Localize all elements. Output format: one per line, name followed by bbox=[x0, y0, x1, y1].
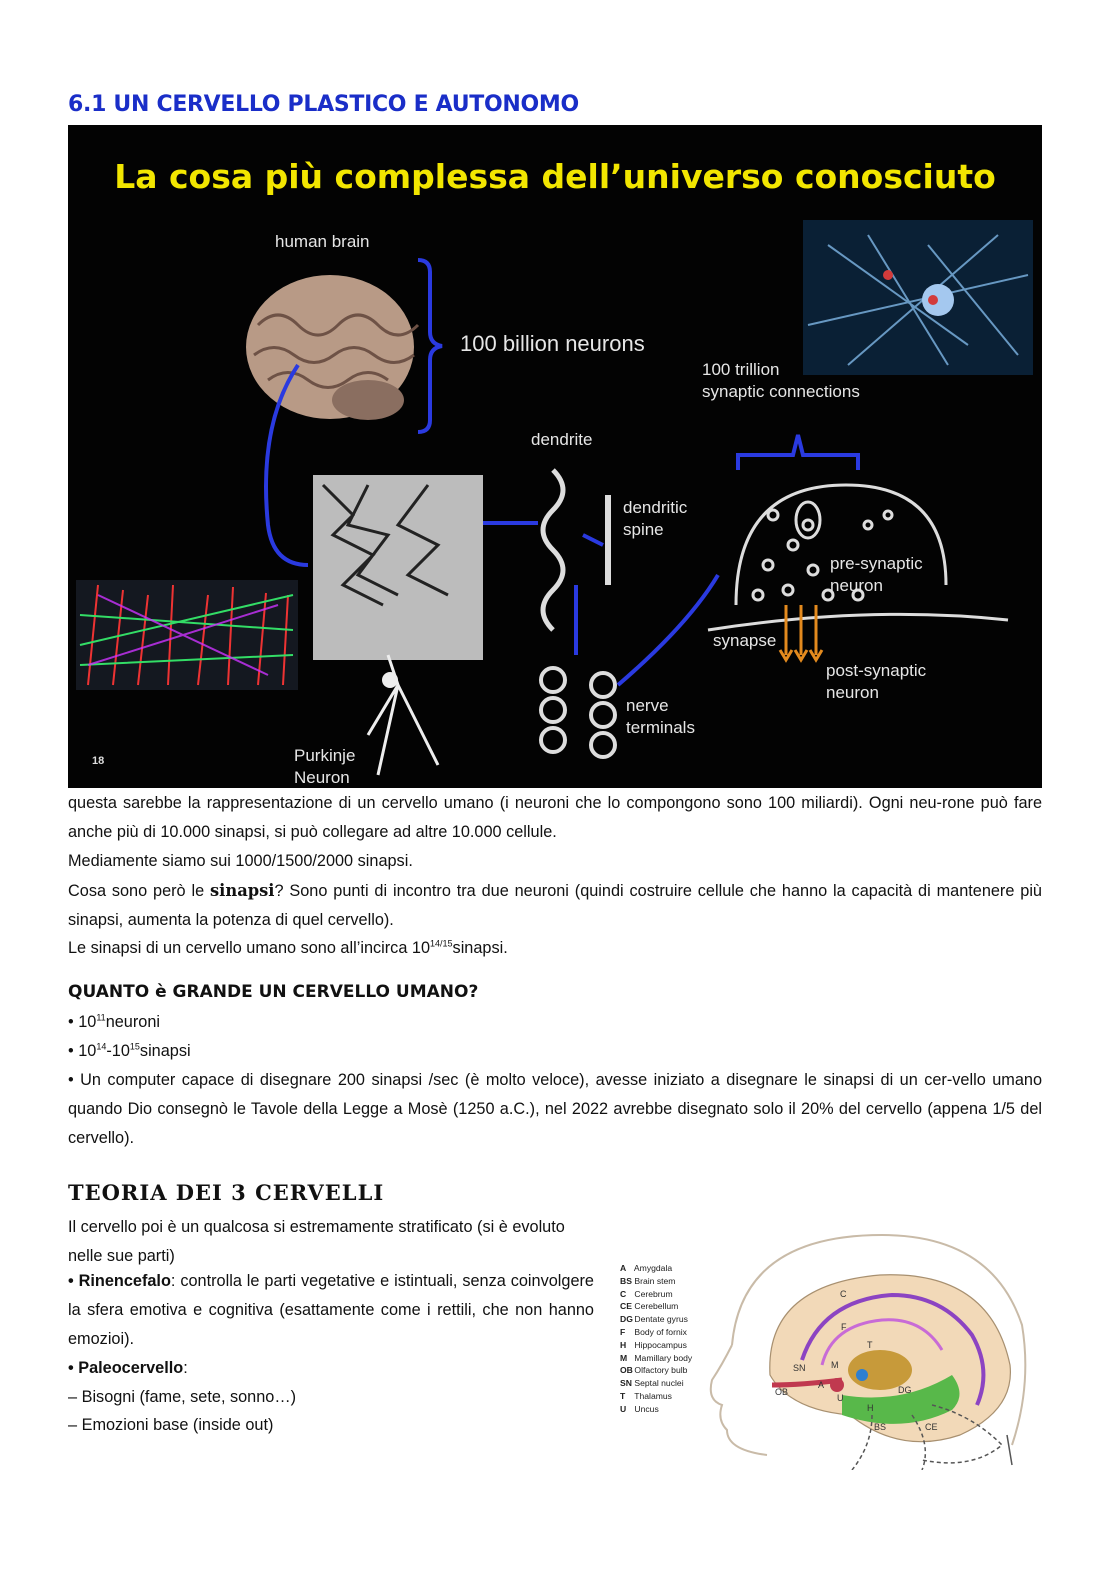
b2-mid: -10 bbox=[106, 1042, 130, 1060]
paleo-need-item: – Bisogni (fame, sete, sonno…) bbox=[68, 1388, 297, 1406]
legend-item bbox=[620, 1377, 692, 1390]
b2-exponent-2: 15 bbox=[129, 1041, 140, 1052]
term-sinapsi: sinapsi bbox=[210, 881, 275, 900]
legend-value: Hippocampus bbox=[634, 1339, 687, 1350]
legend-item bbox=[620, 1262, 692, 1275]
rinencefalo-label: • Rinencefalo bbox=[68, 1272, 171, 1290]
intro-p3-end: ? Sono punti di incontro tra due neuroni (quindi costruire cellule che hanno la capacità di mantenere più sinapsi, aumenta la potenza di quel cervello). bbox=[68, 882, 1042, 929]
diagram-label-t: T bbox=[867, 1340, 873, 1350]
paleo-emotion-item: – Emozioni base (inside out) bbox=[68, 1416, 274, 1434]
diagram-label-f: F bbox=[841, 1322, 847, 1332]
theory-heading: TEORIA DEI 3 CERVELLI bbox=[68, 1180, 385, 1205]
diagram-label-dg: DG bbox=[898, 1385, 912, 1395]
size-bullet-computer: • Un computer capace di disegnare 200 sinapsi /sec (è molto veloce), avesse iniziato a disegnare le sinapsi di un cer-vello umano quando Dio consegnò le Tavole della Legge a Mosè (1250 a.C.), nel 2022 avrebbe disegnato solo il 20% del cervello (appena 1/5 del cervello). bbox=[68, 1071, 1042, 1147]
b2-exponent-1: 14 bbox=[96, 1041, 107, 1052]
label-purkinje: Purkinje Neuron bbox=[294, 746, 356, 787]
legend-key: F bbox=[620, 1326, 626, 1337]
legend-key: OB bbox=[620, 1365, 633, 1376]
legend-item bbox=[620, 1352, 692, 1365]
intro-paragraph-1: questa sarebbe la rappresentazione di un cervello umano (i neuroni che lo compongono sono 100 miliardi). Ogni neu-rone può fare anche più di 10.000 sinapsi, si può collegare ad altre 10.000 cellule. bbox=[68, 794, 1042, 841]
size-bullet-neurons bbox=[68, 1008, 1042, 1037]
b1-exponent: 11 bbox=[96, 1012, 106, 1023]
b1-start: • 10 bbox=[68, 1013, 97, 1031]
legend-key: BS bbox=[620, 1275, 632, 1286]
paleocervello-colon: : bbox=[183, 1359, 188, 1377]
slide-number: 18 bbox=[92, 755, 105, 767]
label-synaptic-connections: 100 trillion synaptic connections bbox=[702, 360, 860, 401]
legend-item bbox=[620, 1275, 692, 1288]
diagram-label-m: M bbox=[831, 1360, 839, 1370]
diagram-legend bbox=[620, 1262, 692, 1416]
diagram-label-ce: CE bbox=[925, 1422, 938, 1432]
cortex-neurons-image bbox=[76, 580, 298, 690]
label-human-brain: human brain bbox=[275, 232, 370, 251]
legend-item bbox=[620, 1364, 692, 1377]
intro-p4-end: sinapsi. bbox=[452, 939, 508, 957]
intro-p4-exponent: 14/15 bbox=[430, 938, 453, 949]
legend-key: C bbox=[620, 1288, 627, 1299]
diagram-label-u: U bbox=[837, 1393, 844, 1403]
theory-rinencefalo bbox=[68, 1267, 594, 1354]
legend-item bbox=[620, 1403, 692, 1416]
theory-intro: Il cervello poi è un qualcosa si estremamente stratificato (si è evoluto nelle sue parti) bbox=[68, 1218, 565, 1265]
diagram-label-a: A bbox=[818, 1380, 825, 1390]
paleocervello-label: • Paleocervello bbox=[68, 1359, 184, 1377]
legend-value: Cerebrum bbox=[634, 1288, 673, 1299]
diagram-label-sn: SN bbox=[793, 1363, 806, 1373]
legend-value: Brain stem bbox=[634, 1275, 676, 1286]
legend-value: Amygdala bbox=[633, 1263, 673, 1273]
legend-item bbox=[620, 1326, 692, 1339]
diagram-label-h: H bbox=[867, 1403, 874, 1413]
nerve-terminals-image bbox=[541, 668, 615, 757]
legend-value: Olfactory bulb bbox=[634, 1365, 688, 1376]
legend-item bbox=[620, 1339, 692, 1352]
label-pre-synaptic: pre-synaptic neuron bbox=[830, 554, 923, 595]
rinencefalo-text: : controlla le parti vegetative e istintuali, senza coinvolgere la sfera emotiva e cognitiva (esattamente come i rettili, che non hanno emozioi). bbox=[68, 1272, 594, 1348]
b2-start: • 10 bbox=[68, 1042, 97, 1060]
b1-end: neuroni bbox=[105, 1013, 161, 1031]
label-synapse: synapse bbox=[713, 631, 777, 650]
legend-item bbox=[620, 1390, 692, 1403]
intro-p4-start: Le sinapsi di un cervello umano sono all’incirca 10 bbox=[68, 939, 431, 957]
legend-key: U bbox=[620, 1403, 627, 1414]
neuron-network-image bbox=[803, 220, 1033, 375]
legend-key: H bbox=[620, 1339, 627, 1350]
b2-end: sinapsi bbox=[139, 1042, 191, 1060]
diagram-label-bs: BS bbox=[874, 1422, 887, 1432]
label-dendrite: dendrite bbox=[531, 430, 593, 449]
legend-key: DG bbox=[620, 1314, 633, 1325]
legend-item bbox=[620, 1313, 692, 1326]
label-nerve-terminals: nerve terminals bbox=[626, 696, 695, 737]
legend-value: Body of fornix bbox=[634, 1326, 687, 1337]
label-billion-neurons: 100 billion neurons bbox=[460, 331, 645, 356]
legend-key: M bbox=[620, 1352, 628, 1363]
size-heading: QUANTO è GRANDE UN CERVELLO UMANO? bbox=[68, 982, 479, 1002]
purkinje-neuron-image bbox=[313, 475, 483, 775]
legend-key: CE bbox=[620, 1301, 632, 1312]
legend-value: Cerebellum bbox=[634, 1301, 679, 1312]
size-bullet-synapses bbox=[68, 1037, 1042, 1066]
theory-paleocervello bbox=[68, 1354, 594, 1383]
legend-value: Septal nuclei bbox=[634, 1378, 684, 1389]
legend-key: T bbox=[620, 1390, 626, 1401]
diagram-label-c: C bbox=[840, 1289, 847, 1299]
label-dendritic-spine: dendritic spine bbox=[623, 498, 688, 539]
legend-key: A bbox=[620, 1263, 627, 1273]
label-post-synaptic: post-synaptic neuron bbox=[826, 661, 927, 702]
legend-value: Thalamus bbox=[634, 1390, 672, 1401]
section-heading: 6.1 UN CERVELLO PLASTICO E AUTONOMO bbox=[68, 92, 579, 117]
legend-key: SN bbox=[620, 1378, 632, 1389]
legend-item bbox=[620, 1288, 692, 1301]
legend-value: Mamillary body bbox=[634, 1352, 693, 1363]
diagram-label-ob: OB bbox=[775, 1387, 789, 1397]
intro-paragraph-3 bbox=[68, 876, 1042, 935]
legend-value: Uncus bbox=[634, 1403, 659, 1414]
intro-paragraph-2: Mediamente siamo sui 1000/1500/2000 sinapsi. bbox=[68, 852, 413, 870]
legend-item bbox=[620, 1300, 692, 1313]
intro-p3-start: Cosa sono però le bbox=[68, 882, 210, 900]
slide-title: La cosa più complessa dell’universo conosciuto bbox=[114, 157, 996, 196]
brain-complexity-slide bbox=[68, 125, 1042, 788]
human-brain-image bbox=[246, 275, 418, 420]
legend-value: Dentate gyrus bbox=[634, 1314, 688, 1325]
intro-paragraph-4 bbox=[68, 934, 1042, 963]
